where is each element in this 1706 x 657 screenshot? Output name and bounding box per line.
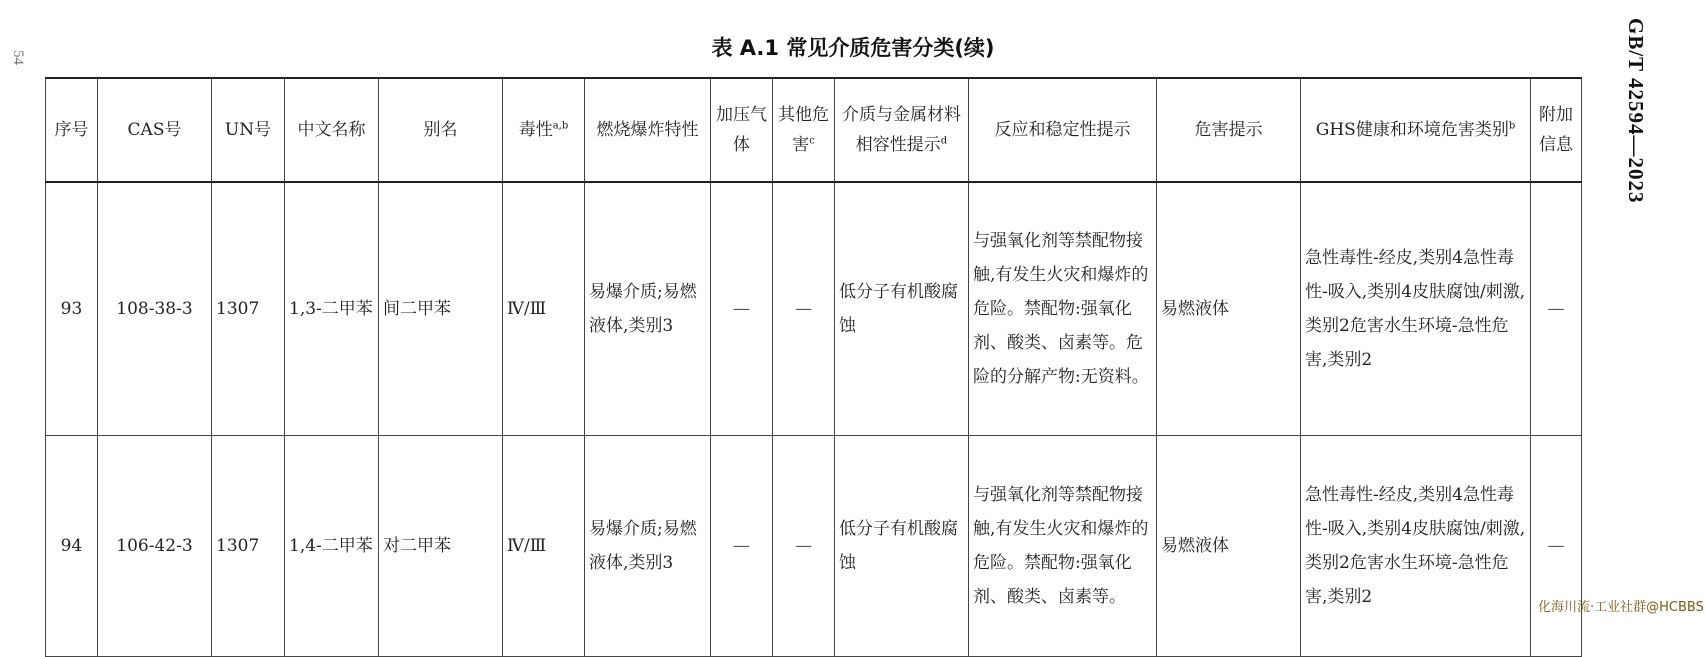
header-seq: 序号 xyxy=(46,78,98,182)
ghs-line: 皮肤腐蚀/刺激,类别2 xyxy=(1305,282,1526,336)
cell-other-hazard: — xyxy=(773,436,835,657)
header-compatibility-footnote: d xyxy=(940,135,948,147)
cell-cn-name: 1,3-二甲苯 xyxy=(285,182,379,436)
header-reactivity: 反应和稳定性提示 xyxy=(969,78,1157,182)
cell-hazard-statement: 易燃液体 xyxy=(1157,436,1301,657)
cell-alias: 对二甲苯 xyxy=(379,436,503,657)
cell-flammability xyxy=(585,436,711,657)
table-row xyxy=(46,436,1582,657)
header-additional-info: 附加信息 xyxy=(1531,78,1582,182)
ghs-line: 危害水生环境-急性危害,类别2 xyxy=(1305,553,1509,607)
cell-additional-info: — xyxy=(1531,182,1582,436)
flammability-line: 易爆介质; xyxy=(589,282,663,302)
cell-toxicity: Ⅳ/Ⅲ xyxy=(503,436,585,657)
reactivity-line: 危险的分解产物:无资料。 xyxy=(973,333,1149,387)
table-row xyxy=(46,182,1582,436)
header-other-hazard xyxy=(773,78,835,182)
cell-reactivity xyxy=(969,436,1157,657)
reactivity-line: 禁配物:强氧化剂、酸类、卤素等。 xyxy=(973,299,1132,353)
ghs-line: 急性毒性-吸入,类别4 xyxy=(1305,248,1514,302)
cell-flammability xyxy=(585,182,711,436)
watermark: 化海川流·工业社群@HCBBS xyxy=(1538,600,1704,615)
cell-toxicity: Ⅳ/Ⅲ xyxy=(503,182,585,436)
cell-ghs xyxy=(1301,436,1531,657)
header-hazard-statement: 危害提示 xyxy=(1157,78,1301,182)
standard-code: GB/T 42594—2023 xyxy=(1624,18,1648,204)
flammability-line: 易爆介质; xyxy=(589,519,663,539)
flammability-line: 易燃液体,类别3 xyxy=(589,519,697,573)
ghs-line: 危害水生环境-急性危害,类别2 xyxy=(1305,316,1509,370)
page-number: 54 xyxy=(10,50,26,65)
cell-additional-info: — xyxy=(1531,436,1582,657)
cell-cas: 108-38-3 xyxy=(98,182,212,436)
header-ghs-label: GHS健康和环境危害类别 xyxy=(1315,120,1509,140)
cell-seq: 94 xyxy=(46,436,98,657)
ghs-line: 急性毒性-吸入,类别4 xyxy=(1305,485,1514,539)
header-ghs-footnote: b xyxy=(1508,120,1516,132)
header-pressurized-gas: 加压气体 xyxy=(711,78,773,182)
reactivity-line: 与强氧化剂等禁配物接触,有发生火灾和爆炸的危险。 xyxy=(973,485,1149,573)
header-alias: 别名 xyxy=(379,78,503,182)
cell-seq: 93 xyxy=(46,182,98,436)
ghs-line: 皮肤腐蚀/刺激,类别2 xyxy=(1305,519,1526,573)
header-toxicity-footnote: a,b xyxy=(552,120,569,132)
cell-pressurized-gas: — xyxy=(711,436,773,657)
header-flammability: 燃烧爆炸特性 xyxy=(585,78,711,182)
cell-reactivity xyxy=(969,182,1157,436)
hazard-classification-table xyxy=(45,77,1582,657)
header-other-hazard-footnote: c xyxy=(809,135,815,147)
cell-cn-name: 1,4-二甲苯 xyxy=(285,436,379,657)
cell-cas: 106-42-3 xyxy=(98,436,212,657)
cell-ghs xyxy=(1301,182,1531,436)
header-compatibility xyxy=(835,78,969,182)
flammability-line: 易燃液体,类别3 xyxy=(589,282,697,336)
header-toxicity xyxy=(503,78,585,182)
cell-un: 1307 xyxy=(212,436,285,657)
table-title: 表 A.1 常见介质危害分类(续) xyxy=(711,36,995,60)
table-header-row xyxy=(46,78,1582,182)
header-toxicity-label: 毒性 xyxy=(518,120,553,140)
ghs-line: 急性毒性-经皮,类别4 xyxy=(1305,248,1463,268)
header-ghs xyxy=(1301,78,1531,182)
cell-hazard-statement: 易燃液体 xyxy=(1157,182,1301,436)
header-compatibility-label: 介质与金属材料相容性提示 xyxy=(842,105,961,155)
cell-compatibility: 低分子有机酸腐蚀 xyxy=(835,436,969,657)
header-cas: CAS号 xyxy=(98,78,212,182)
cell-pressurized-gas: — xyxy=(711,182,773,436)
reactivity-line: 与强氧化剂等禁配物接触,有发生火灾和爆炸的危险。 xyxy=(973,231,1149,319)
cell-other-hazard: — xyxy=(773,182,835,436)
header-un: UN号 xyxy=(212,78,285,182)
reactivity-line: 禁配物:强氧化剂、酸类、卤素等。 xyxy=(973,553,1132,607)
cell-compatibility: 低分子有机酸腐蚀 xyxy=(835,182,969,436)
ghs-line: 急性毒性-经皮,类别4 xyxy=(1305,485,1463,505)
cell-un: 1307 xyxy=(212,182,285,436)
header-cn-name: 中文名称 xyxy=(285,78,379,182)
header-other-hazard-label: 其他危害 xyxy=(778,105,829,155)
cell-alias: 间二甲苯 xyxy=(379,182,503,436)
